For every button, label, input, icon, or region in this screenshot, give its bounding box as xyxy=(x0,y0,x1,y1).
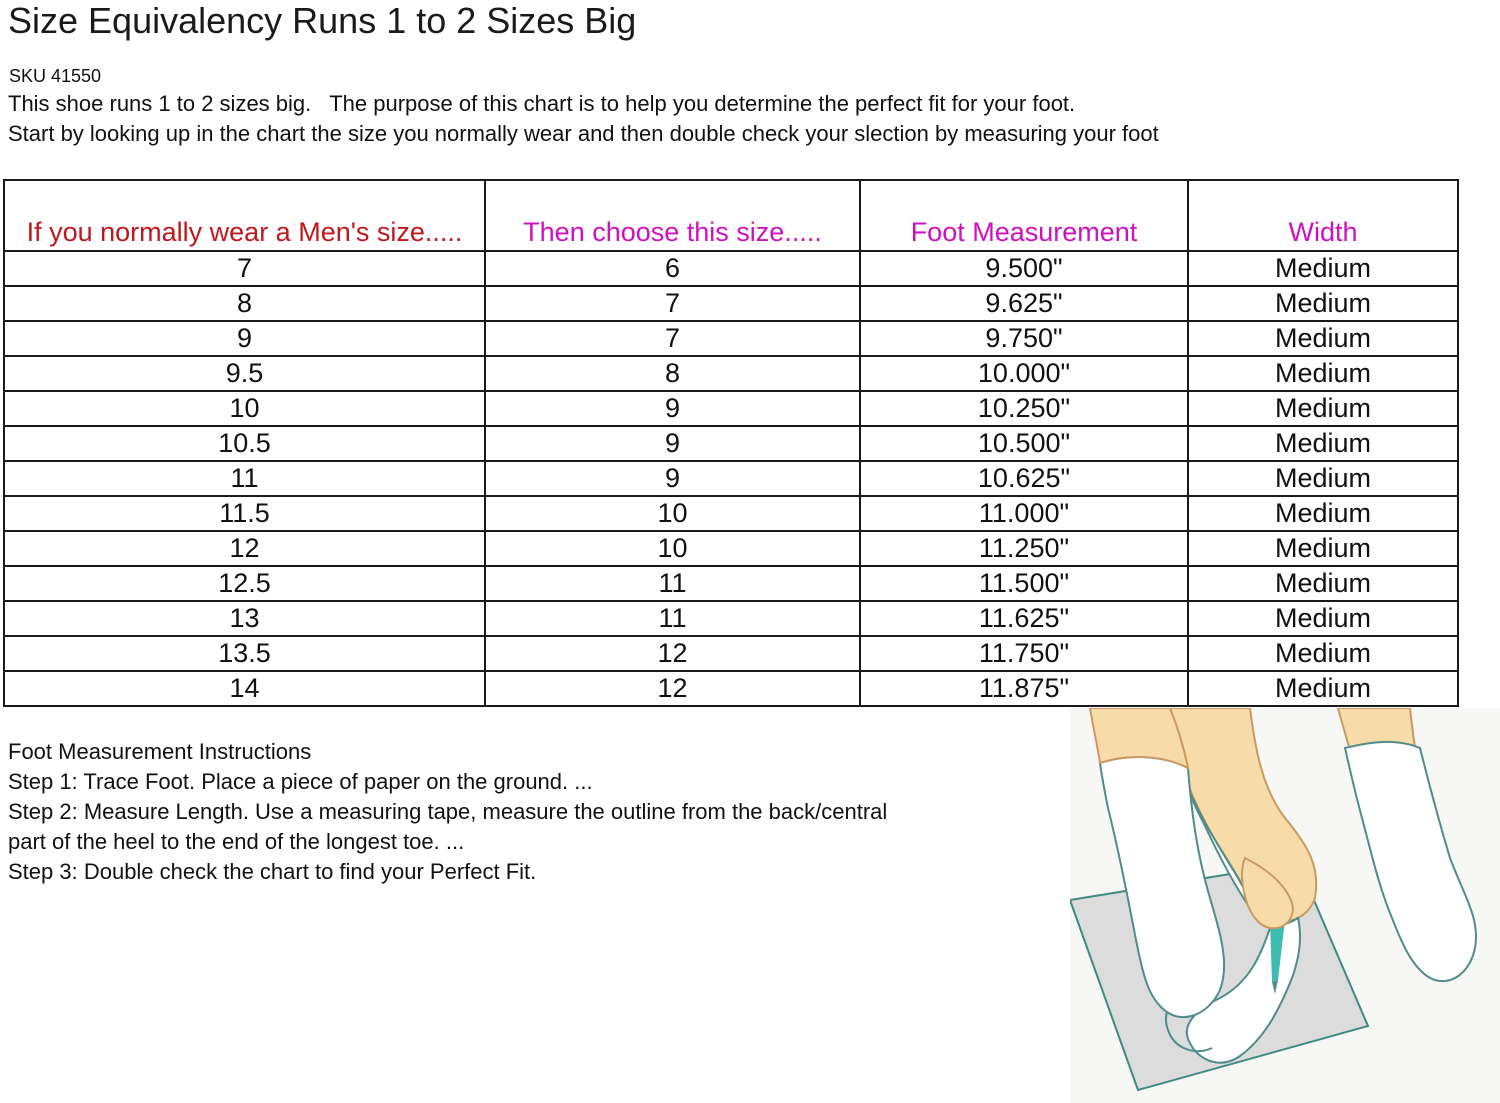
choose-size-cell: 11 xyxy=(485,566,860,601)
normal-size-cell: 11.5 xyxy=(4,496,485,531)
width-cell: Medium xyxy=(1188,426,1458,461)
sku-label: SKU 41550 xyxy=(9,66,102,86)
choose-size-cell: 7 xyxy=(485,286,860,321)
foot-measurement-cell: 10.250" xyxy=(860,391,1188,426)
normal-size-cell: 10 xyxy=(4,391,485,426)
table-row xyxy=(4,496,1458,531)
choose-size-cell: 9 xyxy=(485,391,860,426)
intro-line: Start by looking up in the chart the size you normally wear and then double check your slection by measuring your foot xyxy=(8,121,1159,146)
width-cell: Medium xyxy=(1188,496,1458,531)
foot-measurement-instructions xyxy=(8,737,887,887)
normal-size-cell: 10.5 xyxy=(4,426,485,461)
table-row xyxy=(4,461,1458,496)
table-header-row xyxy=(4,180,1458,251)
table-row xyxy=(4,566,1458,601)
normal-size-cell: 12.5 xyxy=(4,566,485,601)
instruction-line: part of the heel to the end of the longest toe. ... xyxy=(8,829,465,854)
table-row xyxy=(4,531,1458,566)
choose-size-cell: 10 xyxy=(485,531,860,566)
table-row xyxy=(4,671,1458,706)
foot-measurement-cell: 10.000" xyxy=(860,356,1188,391)
foot-measurement-cell: 11.625" xyxy=(860,601,1188,636)
choose-size-cell: 9 xyxy=(485,461,860,496)
normal-size-cell: 7 xyxy=(4,251,485,286)
instruction-line: Step 1: Trace Foot. Place a piece of paper on the ground. ... xyxy=(8,769,593,794)
instruction-line: Step 2: Measure Length. Use a measuring tape, measure the outline from the back/central xyxy=(8,799,888,824)
choose-size-cell: 7 xyxy=(485,321,860,356)
foot-measurement-cell: 11.000" xyxy=(860,496,1188,531)
choose-size-cell: 12 xyxy=(485,636,860,671)
instruction-line: Step 3: Double check the chart to find your Perfect Fit. xyxy=(8,859,537,884)
column-header-choose-size: Then choose this size..... xyxy=(485,180,860,251)
table-row xyxy=(4,251,1458,286)
width-cell: Medium xyxy=(1188,356,1458,391)
width-cell: Medium xyxy=(1188,251,1458,286)
table-row xyxy=(4,426,1458,461)
width-cell: Medium xyxy=(1188,566,1458,601)
foot-measurement-cell: 11.750" xyxy=(860,636,1188,671)
size-chart-table xyxy=(3,179,1459,707)
normal-size-cell: 14 xyxy=(4,671,485,706)
foot-measurement-cell: 9.750" xyxy=(860,321,1188,356)
choose-size-cell: 8 xyxy=(485,356,860,391)
table-row xyxy=(4,636,1458,671)
table-row xyxy=(4,321,1458,356)
choose-size-cell: 10 xyxy=(485,496,860,531)
foot-measurement-cell: 11.250" xyxy=(860,531,1188,566)
foot-measurement-cell: 10.625" xyxy=(860,461,1188,496)
width-cell: Medium xyxy=(1188,601,1458,636)
table-row xyxy=(4,286,1458,321)
choose-size-cell: 6 xyxy=(485,251,860,286)
table-body xyxy=(4,251,1458,706)
table-row xyxy=(4,601,1458,636)
width-cell: Medium xyxy=(1188,531,1458,566)
width-cell: Medium xyxy=(1188,461,1458,496)
normal-size-cell: 12 xyxy=(4,531,485,566)
choose-size-cell: 12 xyxy=(485,671,860,706)
normal-size-cell: 9 xyxy=(4,321,485,356)
width-cell: Medium xyxy=(1188,391,1458,426)
foot-measurement-cell: 11.875" xyxy=(860,671,1188,706)
column-header-width: Width xyxy=(1188,180,1458,251)
table-row xyxy=(4,356,1458,391)
table-row xyxy=(4,391,1458,426)
width-cell: Medium xyxy=(1188,321,1458,356)
normal-size-cell: 8 xyxy=(4,286,485,321)
foot-measurement-cell: 11.500" xyxy=(860,566,1188,601)
instructions-heading: Foot Measurement Instructions xyxy=(8,739,312,764)
column-header-foot-measurement: Foot Measurement xyxy=(860,180,1188,251)
width-cell: Medium xyxy=(1188,671,1458,706)
choose-size-cell: 9 xyxy=(485,426,860,461)
choose-size-cell: 11 xyxy=(485,601,860,636)
width-cell: Medium xyxy=(1188,286,1458,321)
page-title: Size Equivalency Runs 1 to 2 Sizes Big xyxy=(8,0,637,41)
foot-measurement-cell: 10.500" xyxy=(860,426,1188,461)
intro-line: This shoe runs 1 to 2 sizes big. The purpose of this chart is to help you determine the perfect fit for your foot. xyxy=(8,91,1076,116)
normal-size-cell: 13 xyxy=(4,601,485,636)
normal-size-cell: 13.5 xyxy=(4,636,485,671)
width-cell: Medium xyxy=(1188,636,1458,671)
foot-measurement-cell: 9.500" xyxy=(860,251,1188,286)
foot-tracing-illustration xyxy=(1070,708,1500,1103)
normal-size-cell: 9.5 xyxy=(4,356,485,391)
normal-size-cell: 11 xyxy=(4,461,485,496)
column-header-normal-size: If you normally wear a Men's size..... xyxy=(4,180,485,251)
foot-measurement-cell: 9.625" xyxy=(860,286,1188,321)
